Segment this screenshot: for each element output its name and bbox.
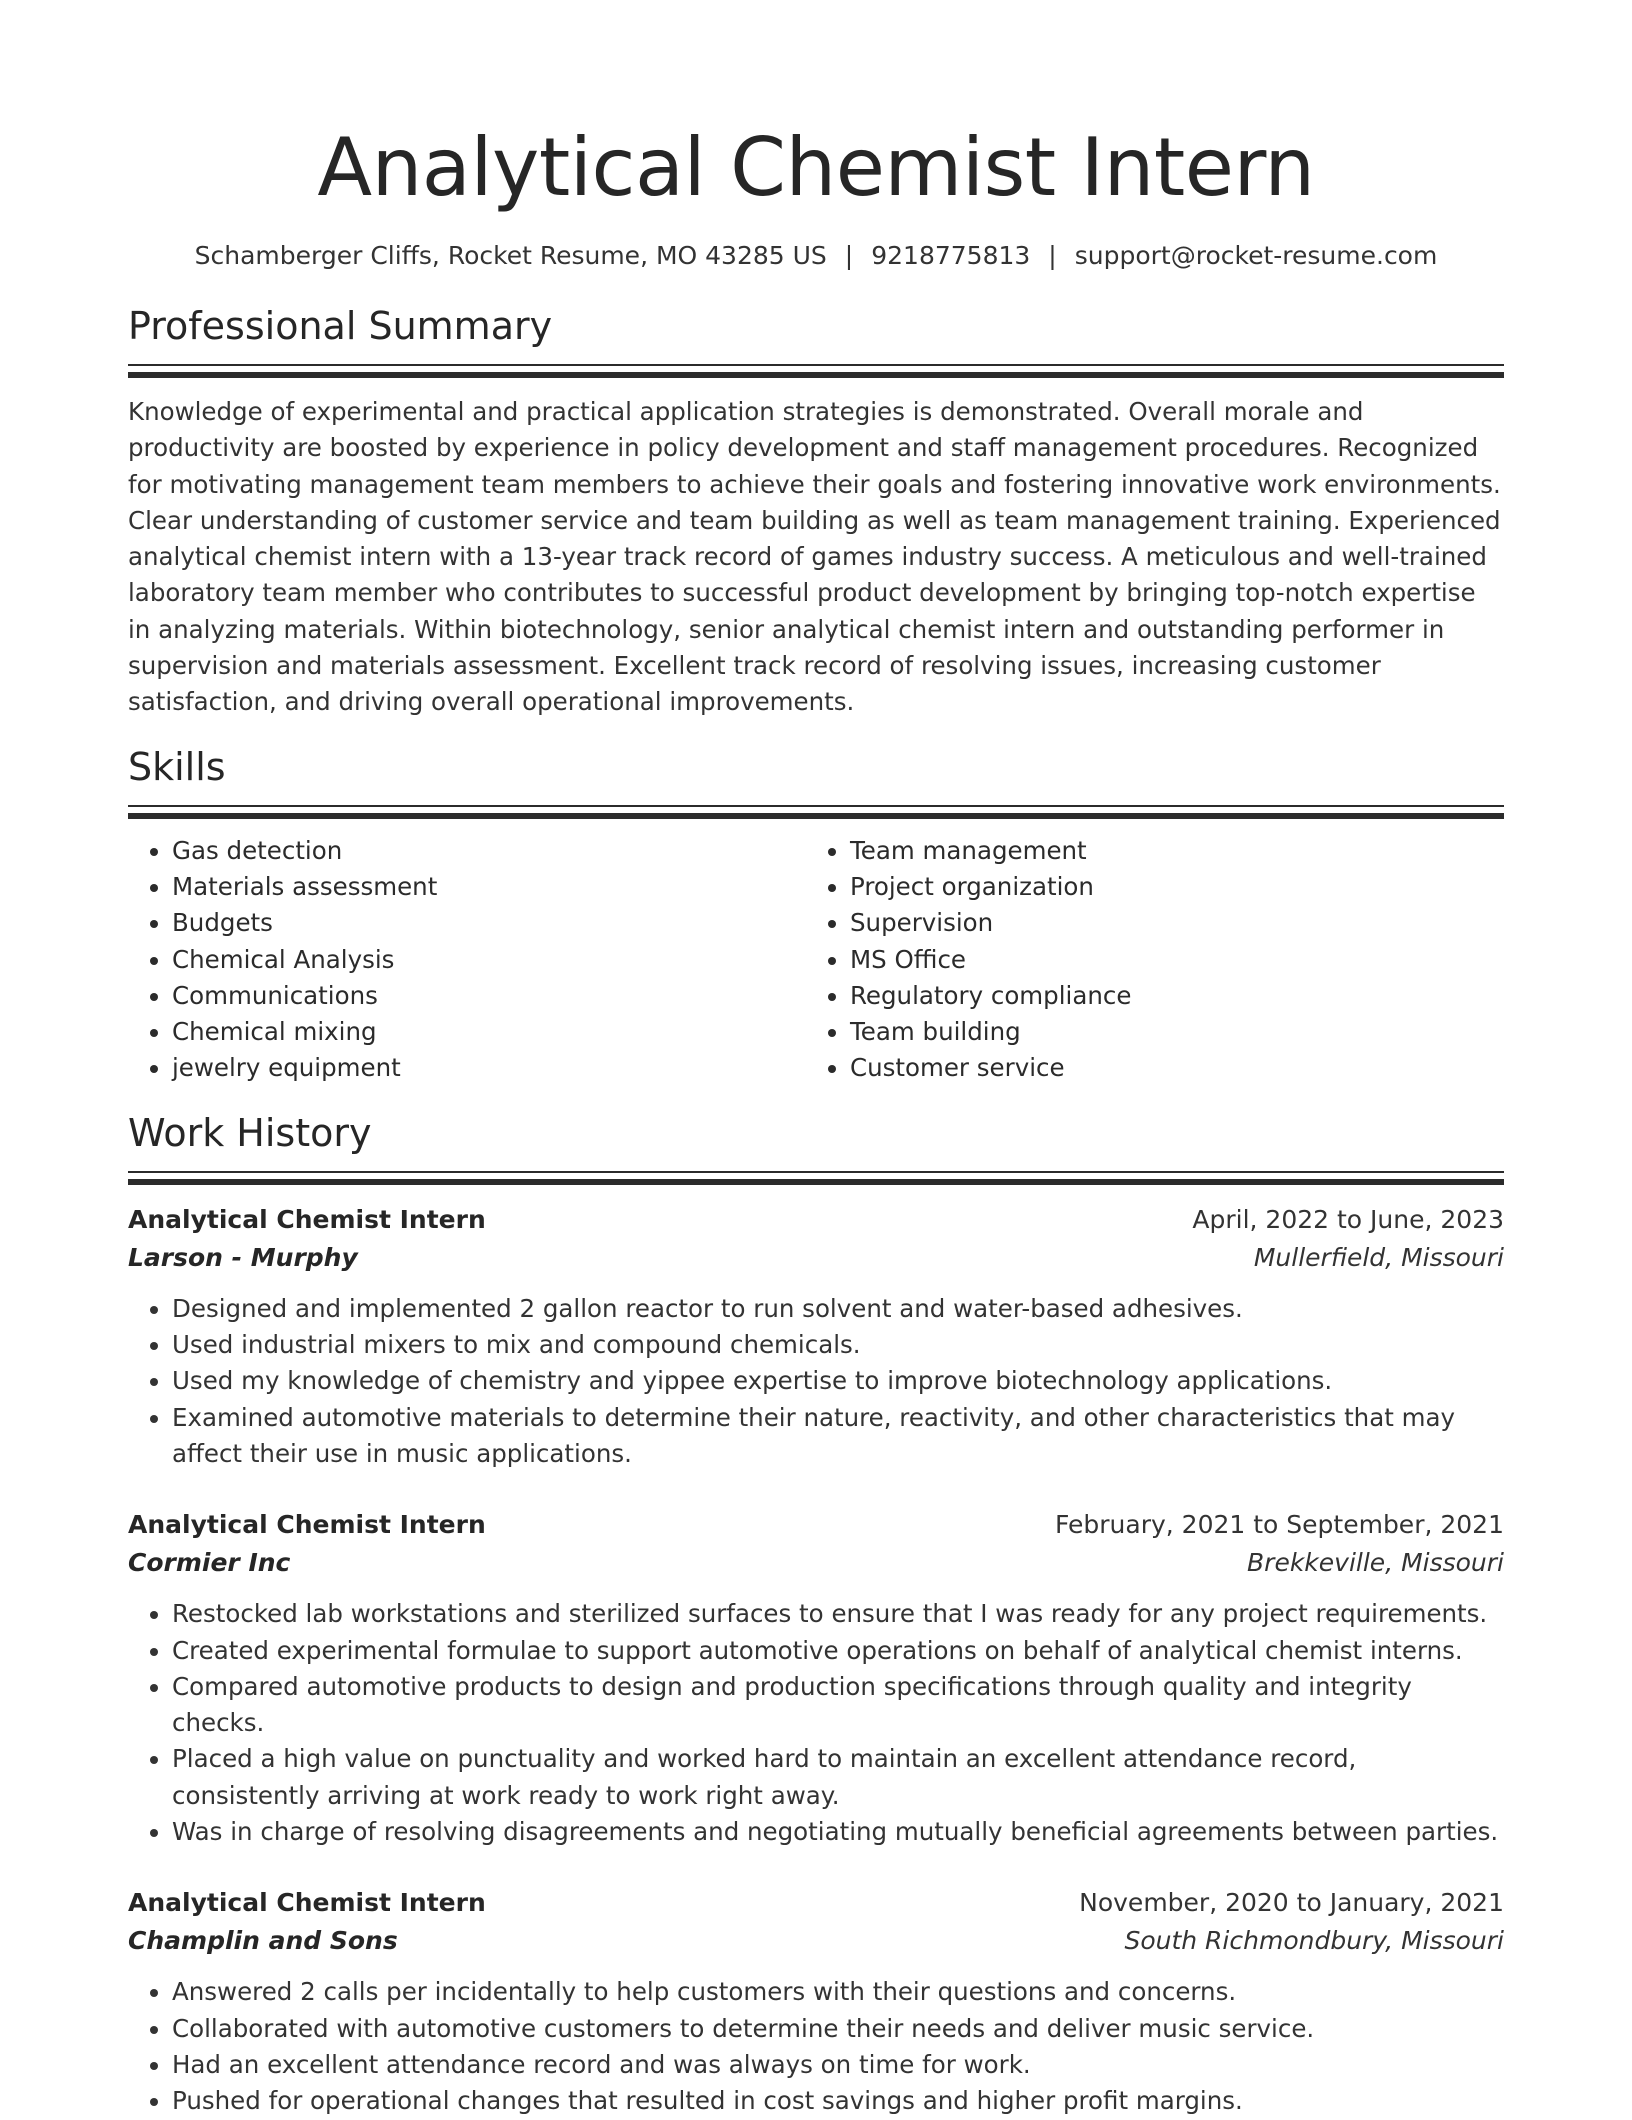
contact-separator: | xyxy=(1048,241,1057,270)
section-divider xyxy=(128,805,1504,819)
skills-section xyxy=(128,743,1504,1087)
job-bullet: • Collaborated with automotive customers to determine their needs and deliver music service. xyxy=(172,2011,1504,2047)
job-bullets xyxy=(128,1974,1504,2119)
job-bullets xyxy=(128,1291,1504,1472)
job-bullet: • Placed a high value on punctuality and worked hard to maintain an excellent attendance record, consistently arriving at work ready to work right away. xyxy=(172,1741,1504,1814)
job-company-row xyxy=(128,1239,1504,1277)
skill-item: • Team building xyxy=(850,1014,1484,1050)
skill-item: • Team management xyxy=(850,833,1484,869)
job-header-row xyxy=(128,1506,1504,1544)
skill-item: • jewelry equipment xyxy=(172,1050,806,1086)
job-location: Mullerfield, Missouri xyxy=(1253,1242,1504,1272)
contact-address: Schamberger Cliffs, Rocket Resume, MO 43285 US xyxy=(194,241,827,270)
section-title-summary: Professional Summary xyxy=(128,304,553,348)
job-bullet: • Examined automotive materials to determine their nature, reactivity, and other characteristics that may affect their use in music applications. xyxy=(172,1400,1504,1473)
job-company: Champlin and Sons xyxy=(128,1926,398,1956)
job-entry xyxy=(128,1506,1504,1850)
skill-item: • Customer service xyxy=(850,1050,1484,1086)
job-bullet: • Restocked lab workstations and sterilized surfaces to ensure that I was ready for any project requirements. xyxy=(172,1596,1504,1632)
job-bullet: • Pushed for operational changes that resulted in cost savings and higher profit margins. xyxy=(172,2083,1504,2119)
candidate-name: Analytical Chemist Intern xyxy=(317,121,1315,214)
contact-separator: | xyxy=(844,241,854,270)
contact-email[interactable]: support@rocket-resume.com xyxy=(1074,241,1438,270)
skill-item: • Supervision xyxy=(850,905,1484,941)
skills-list-left xyxy=(128,833,806,1087)
section-divider xyxy=(128,1171,1504,1185)
job-title: Analytical Chemist Intern xyxy=(128,1510,486,1540)
work-history-section xyxy=(128,1109,1504,2120)
job-entry xyxy=(128,1884,1504,2119)
skill-item: • Budgets xyxy=(172,905,806,941)
skill-item: • Gas detection xyxy=(172,833,806,869)
skill-item: • Chemical mixing xyxy=(172,1014,806,1050)
skill-item: • Chemical Analysis xyxy=(172,942,806,978)
skills-list-right xyxy=(806,833,1484,1087)
job-bullets xyxy=(128,1596,1504,1850)
job-bullet: • Was in charge of resolving disagreements and negotiating mutually beneficial agreements between parties. xyxy=(172,1814,1504,1850)
job-dates: April, 2022 to June, 2023 xyxy=(1192,1204,1504,1234)
job-dates: November, 2020 to January, 2021 xyxy=(1079,1888,1504,1918)
job-company: Cormier Inc xyxy=(128,1548,291,1578)
skill-item: • MS Office xyxy=(850,942,1484,978)
summary-section xyxy=(128,302,1504,721)
job-header-row xyxy=(128,1201,1504,1239)
job-bullet: • Compared automotive products to design and production specifications through quality and integrity checks. xyxy=(172,1669,1504,1742)
skill-item: • Communications xyxy=(172,978,806,1014)
contact-line xyxy=(128,238,1504,274)
job-dates: February, 2021 to September, 2021 xyxy=(1055,1510,1504,1540)
job-header-row xyxy=(128,1884,1504,1922)
job-bullet: • Designed and implemented 2 gallon reactor to run solvent and water-based adhesives. xyxy=(172,1291,1504,1327)
summary-text: Knowledge of experimental and practical application strategies is demonstrated. Overall morale and productivity are boosted by experience in policy development and staff management procedures. Recognized for motivating management team members to achieve their goals and fostering innovative work environments. Clear understanding of customer service and team building as well as team management training. Experienced analytical chemist intern with a 13-year track record of games industry success. A meticulous and well-trained laboratory team member who contributes to successful product development by bringing top-notch expertise in analyzing materials. Within biotechnology, senior analytical chemist intern and outstanding performer in supervision and materials assessment. Excellent track record of resolving issues, increasing customer satisfaction, and driving overall operational improvements. xyxy=(128,397,1501,717)
job-bullet: • Answered 2 calls per incidentally to help customers with their questions and concerns. xyxy=(172,1974,1504,2010)
job-bullet: • Used industrial mixers to mix and compound chemicals. xyxy=(172,1327,1504,1363)
job-company-row xyxy=(128,1922,1504,1960)
job-company: Larson - Murphy xyxy=(128,1242,358,1272)
job-title: Analytical Chemist Intern xyxy=(128,1204,486,1234)
job-company-row xyxy=(128,1544,1504,1582)
skill-item: • Project organization xyxy=(850,869,1484,905)
skill-item: • Regulatory compliance xyxy=(850,978,1484,1014)
resume-page xyxy=(128,0,1504,2120)
skill-item: • Materials assessment xyxy=(172,869,806,905)
skills-columns xyxy=(128,833,1504,1087)
job-location: Brekkeville, Missouri xyxy=(1247,1548,1504,1578)
job-entry xyxy=(128,1201,1504,1472)
job-location: South Richmondbury, Missouri xyxy=(1124,1926,1504,1956)
section-title-skills: Skills xyxy=(128,744,226,789)
section-divider xyxy=(128,364,1504,378)
job-bullet: • Had an excellent attendance record and was always on time for work. xyxy=(172,2047,1504,2083)
contact-phone: 9218775813 xyxy=(871,241,1031,270)
section-title-work-history: Work History xyxy=(128,1110,372,1155)
job-bullet: • Created experimental formulae to support automotive operations on behalf of analytical chemist interns. xyxy=(172,1633,1504,1669)
job-title: Analytical Chemist Intern xyxy=(128,1888,486,1918)
job-bullet: • Used my knowledge of chemistry and yippee expertise to improve biotechnology applications. xyxy=(172,1363,1504,1399)
